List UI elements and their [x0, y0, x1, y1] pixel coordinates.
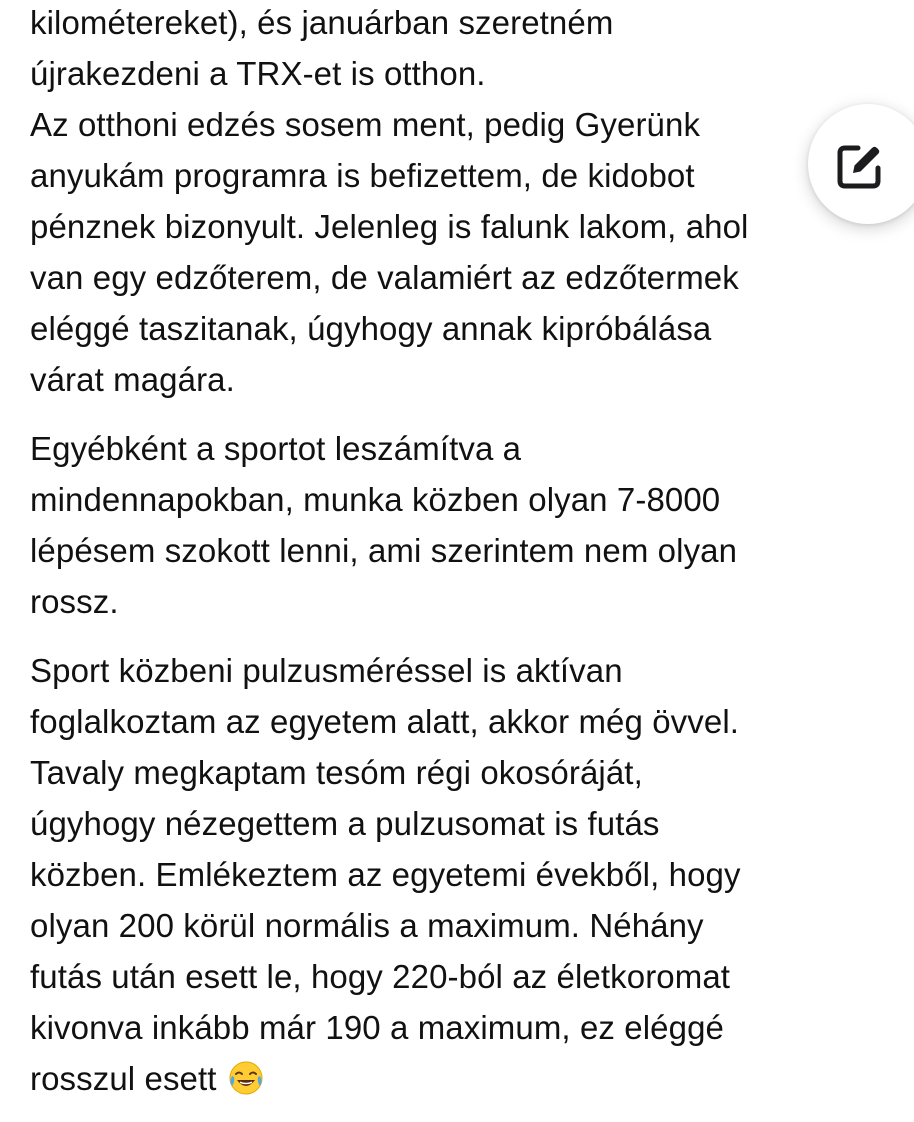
text-line: újrakezdeni a TRX-et is otthon.	[30, 55, 486, 92]
text-line: Sport közbeni pulzusméréssel is aktívan	[30, 652, 623, 689]
post-body	[30, 0, 900, 1122]
tears-of-joy-emoji	[228, 1060, 264, 1096]
text-line: Az otthoni edzés sosem ment, pedig Gyerünk	[30, 106, 701, 143]
text-line: futás után esett le, hogy 220-ból az életkoromat	[30, 958, 731, 995]
text-line: kivonva inkább már 190 a maximum, ez eléggé	[30, 1009, 724, 1046]
edit-icon	[834, 142, 884, 192]
text-line: lépésem szokott lenni, ami szerintem nem olyan	[30, 532, 738, 569]
paragraph-3	[30, 645, 900, 1104]
text-line: várat magára.	[30, 361, 235, 398]
paragraph-2	[30, 423, 900, 627]
text-line: anyukám programra is befizettem, de kidobot	[30, 157, 695, 194]
text-line: foglalkoztam az egyetem alatt, akkor még övvel.	[30, 703, 740, 740]
text-line: van egy edzőterem, de valamiért az edzőtermek	[30, 259, 739, 296]
text-line: kilométereket), és januárban szeretném	[30, 4, 614, 41]
text-line: olyan 200 körül normális a maximum. Néhány	[30, 907, 704, 944]
text-line: eléggé taszitanak, úgyhogy annak kipróbálása	[30, 310, 712, 347]
text-line: Egyébként a sportot leszámítva a	[30, 430, 522, 467]
text-line-last-text: rosszul esett	[30, 1060, 217, 1097]
text-line: pénznek bizonyult. Jelenleg is falunk lakom, ahol	[30, 208, 749, 245]
text-line: úgyhogy nézegettem a pulzusomat is futás	[30, 805, 660, 842]
text-line: mindennapokban, munka közben olyan 7-8000	[30, 481, 721, 518]
text-line: közben. Emlékeztem az egyetemi évekből, hogy	[30, 856, 741, 893]
text-line-last	[30, 1053, 900, 1104]
paragraph-1	[30, 0, 900, 405]
text-line: Tavaly megkaptam tesóm régi okosóráját,	[30, 754, 643, 791]
text-line: rossz.	[30, 583, 119, 620]
